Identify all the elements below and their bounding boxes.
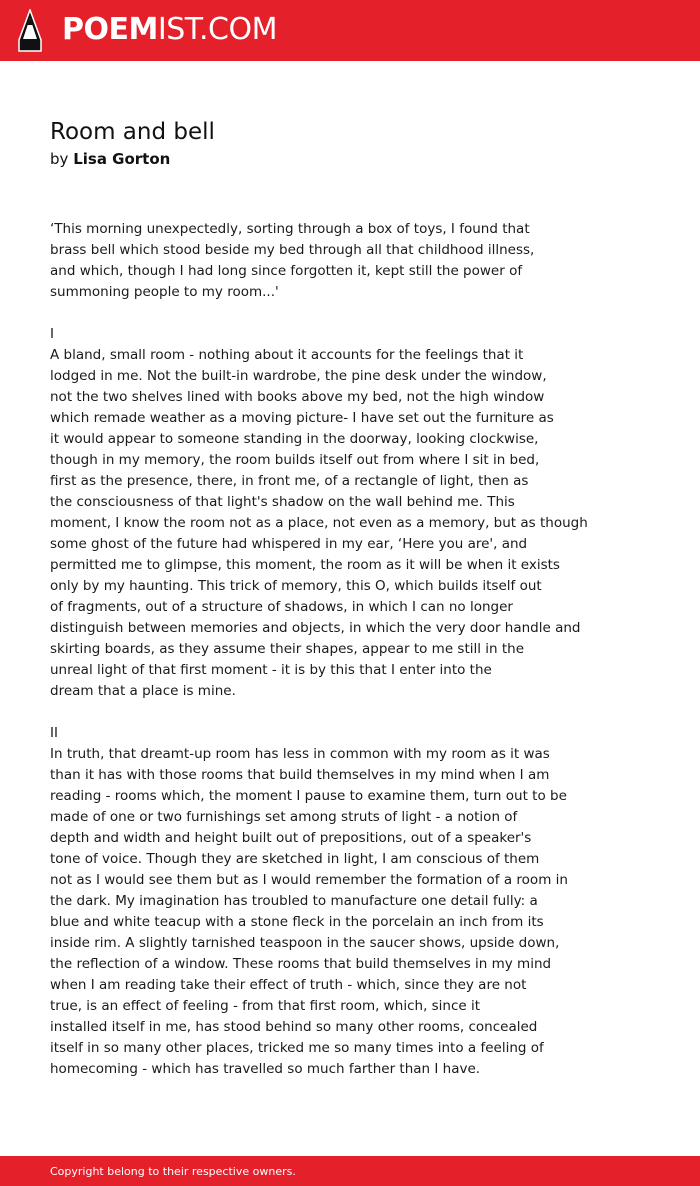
poem-line: [50, 702, 690, 723]
poem-line: moment, I know the room not as a place, not even as a memory, but as though: [50, 515, 588, 531]
poem-line: and which, though I had long since forgotten it, kept still the power of: [50, 263, 523, 279]
poem-line: itself in so many other places, tricked me so many times into a feeling of: [50, 1040, 544, 1056]
poem-line: first as the presence, there, in front me, of a rectangle of light, then as: [50, 473, 529, 489]
poem-line: it would appear to someone standing in the doorway, looking clockwise,: [50, 431, 539, 447]
logo-strong-text: POEM: [62, 12, 158, 47]
poem-line: true, is an effect of feeling - from that first room, which, since it: [50, 998, 481, 1014]
poem-line: distinguish between memories and objects, in which the very door handle and: [50, 620, 581, 636]
poem-line: dream that a place is mine.: [50, 683, 236, 699]
poem-line: skirting boards, as they assume their shapes, appear to me still in the: [50, 641, 525, 657]
poem-line: the reflection of a window. These rooms that build themselves in my mind: [50, 956, 552, 972]
byline-prefix: by: [50, 150, 69, 168]
poem-body: [50, 219, 690, 1080]
poem-line: summoning people to my room...': [50, 284, 279, 300]
poem-line: which remade weather as a moving picture- I have set out the furniture as: [50, 410, 554, 426]
poem-line: blue and white teacup with a stone fleck in the porcelain an inch from its: [50, 914, 544, 930]
poem-line: tone of voice. Though they are sketched in light, I am conscious of them: [50, 851, 540, 867]
poem-line: brass bell which stood beside my bed through all that childhood illness,: [50, 242, 535, 258]
poem-line: A bland, small room - nothing about it accounts for the feelings that it: [50, 347, 524, 363]
poem-line: installed itself in me, has stood behind so many other rooms, concealed: [50, 1019, 538, 1035]
poem-line: In truth, that dreamt-up room has less in common with my room as it was: [50, 746, 550, 762]
poem-line: reading - rooms which, the moment I pause to examine them, turn out to be: [50, 788, 567, 804]
poem-line: only by my haunting. This trick of memory, this O, which builds itself out: [50, 578, 542, 594]
poem-line: when I am reading take their effect of truth - which, since they are not: [50, 977, 527, 993]
poem-line: unreal light of that first moment - it is by this that I enter into the: [50, 662, 492, 678]
poem-line: II: [50, 725, 58, 741]
poem-title: Room and bell: [50, 119, 215, 145]
poem-line: the consciousness of that light's shadow on the wall behind me. This: [50, 494, 515, 510]
poem-line: depth and width and height built out of prepositions, out of a speaker's: [50, 830, 532, 846]
poem-line: some ghost of the future had whispered in my ear, ‘Here you are', and: [50, 536, 528, 552]
poem-line: ‘This morning unexpectedly, sorting through a box of toys, I found that: [50, 221, 530, 237]
poem-line: not as I would see them but as I would remember the formation of a room in: [50, 872, 568, 888]
poem-line: [50, 303, 690, 324]
pencil-nib-icon: [18, 9, 42, 52]
copyright-text: Copyright belong to their respective owners.: [50, 1165, 296, 1178]
poem-line: the dark. My imagination has troubled to manufacture one detail fully: a: [50, 893, 538, 909]
poem-line: lodged in me. Not the built-in wardrobe, the pine desk under the window,: [50, 368, 547, 384]
poem-line: homecoming - which has travelled so much farther than I have.: [50, 1061, 481, 1077]
poem-line: not the two shelves lined with books above my bed, not the high window: [50, 389, 545, 405]
poem-line: than it has with those rooms that build themselves in my mind when I am: [50, 767, 550, 783]
byline: [50, 148, 170, 170]
poem-line: of fragments, out of a structure of shadows, in which I can no longer: [50, 599, 513, 615]
site-logo[interactable]: [62, 12, 277, 48]
poem-line: I: [50, 326, 54, 342]
author-name[interactable]: Lisa Gorton: [73, 150, 171, 168]
poem-line: inside rim. A slightly tarnished teaspoon in the saucer shows, upside down,: [50, 935, 560, 951]
logo-light-text: IST.COM: [157, 12, 277, 47]
site-header: [0, 0, 700, 61]
poem-line: made of one or two furnishings set among struts of light - a notion of: [50, 809, 518, 825]
poem-line: though in my memory, the room builds itself out from where I sit in bed,: [50, 452, 540, 468]
site-footer: [0, 1156, 700, 1186]
poem-line: permitted me to glimpse, this moment, the room as it will be when it exists: [50, 557, 560, 573]
